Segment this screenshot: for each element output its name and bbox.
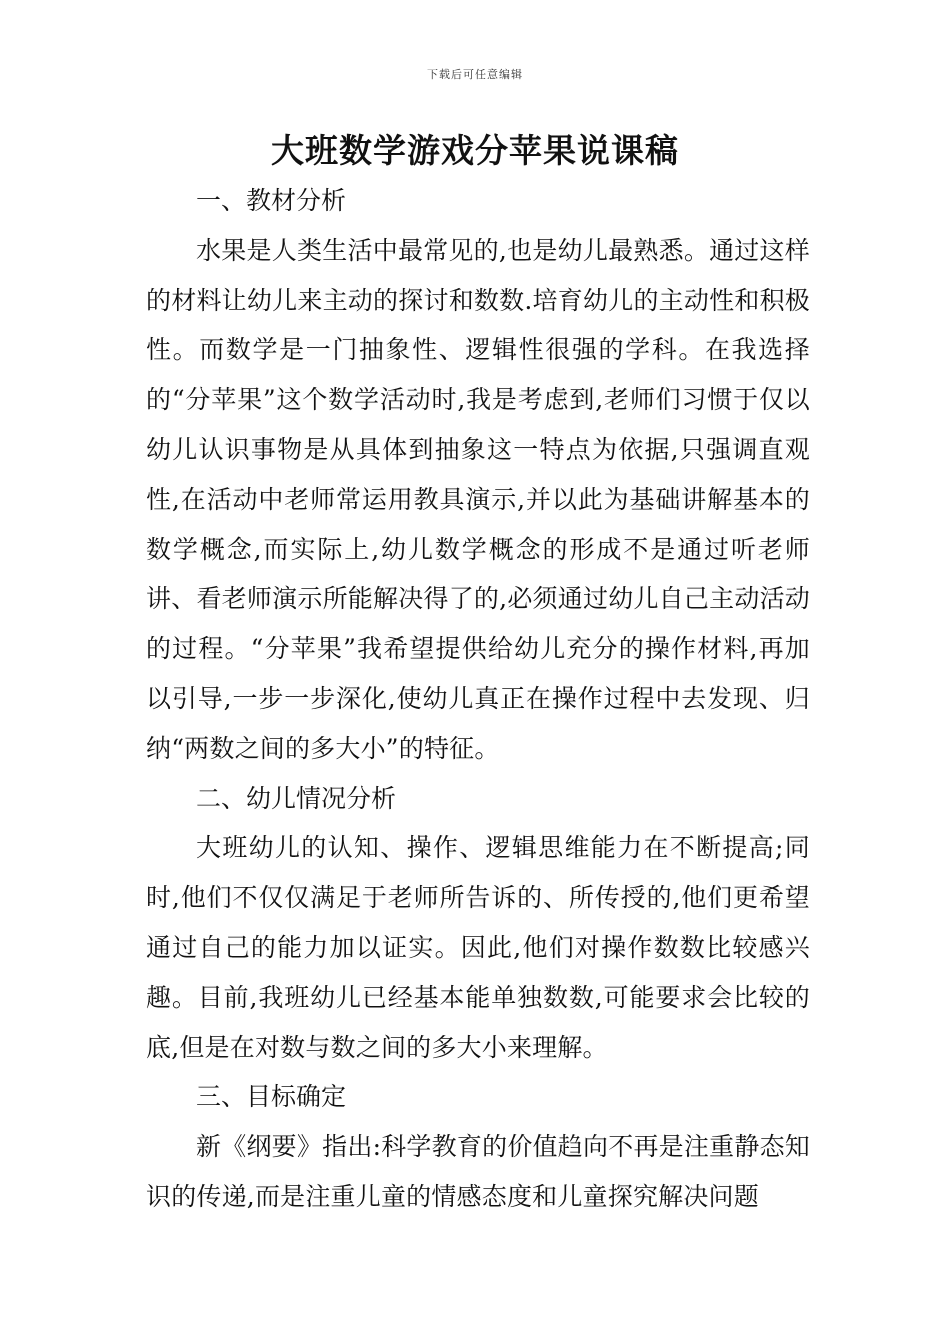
section-goals [146, 1072, 810, 1221]
section-heading: 三、目标确定 [196, 1082, 347, 1112]
section-heading: 一、教材分析 [196, 186, 347, 215]
document-body [146, 176, 810, 1222]
body-paragraph: 新《纲要》指出:科学教育的价值趋向不再是注重静态知识的传递,而是注重儿童的情感态度和儿童探究解决问题 [146, 1132, 810, 1211]
body-paragraph: 水果是人类生活中最常见的,也是幼儿最熟悉。通过这样的材料让幼儿来主动的探讨和数数.培育幼儿的主动性和积极性。而数学是一门抽象性、逻辑性很强的学科。在我选择的“分苹果”这个数学活动时,我是考虑到,老师们习惯于仅以幼儿认识事物是从具体到抽象这一特点为依据,只强调直观性,在活动中老师常运用教具演示,并以此为基础讲解基本的数学概念,而实际上,幼儿数学概念的形成不是通过听老师讲、看老师演示所能解决得了的,必须通过幼儿自己主动活动的过程。“分苹果”我希望提供给幼儿充分的操作材料,再加以引导,一步一步深化,使幼儿真正在操作过程中去发现、归纳“两数之间的多大小”的特征。 [146, 235, 810, 763]
body-paragraph: 大班幼儿的认知、操作、逻辑思维能力在不断提高;同时,他们不仅仅满足于老师所告诉的、所传授的,他们更希望通过自己的能力加以证实。因此,他们对操作数数比较感兴趣。目前,我班幼儿已经基本能单独数数,可能要求会比较的底,但是在对数与数之间的多大小来理解。 [146, 833, 810, 1062]
header-note: 下载后可任意编辑 [427, 68, 523, 81]
section-child-analysis [146, 774, 810, 1073]
document-title: 大班数学游戏分苹果说课稿 [271, 131, 679, 170]
section-textbook-analysis [146, 176, 810, 774]
section-heading: 二、幼儿情况分析 [196, 783, 397, 813]
